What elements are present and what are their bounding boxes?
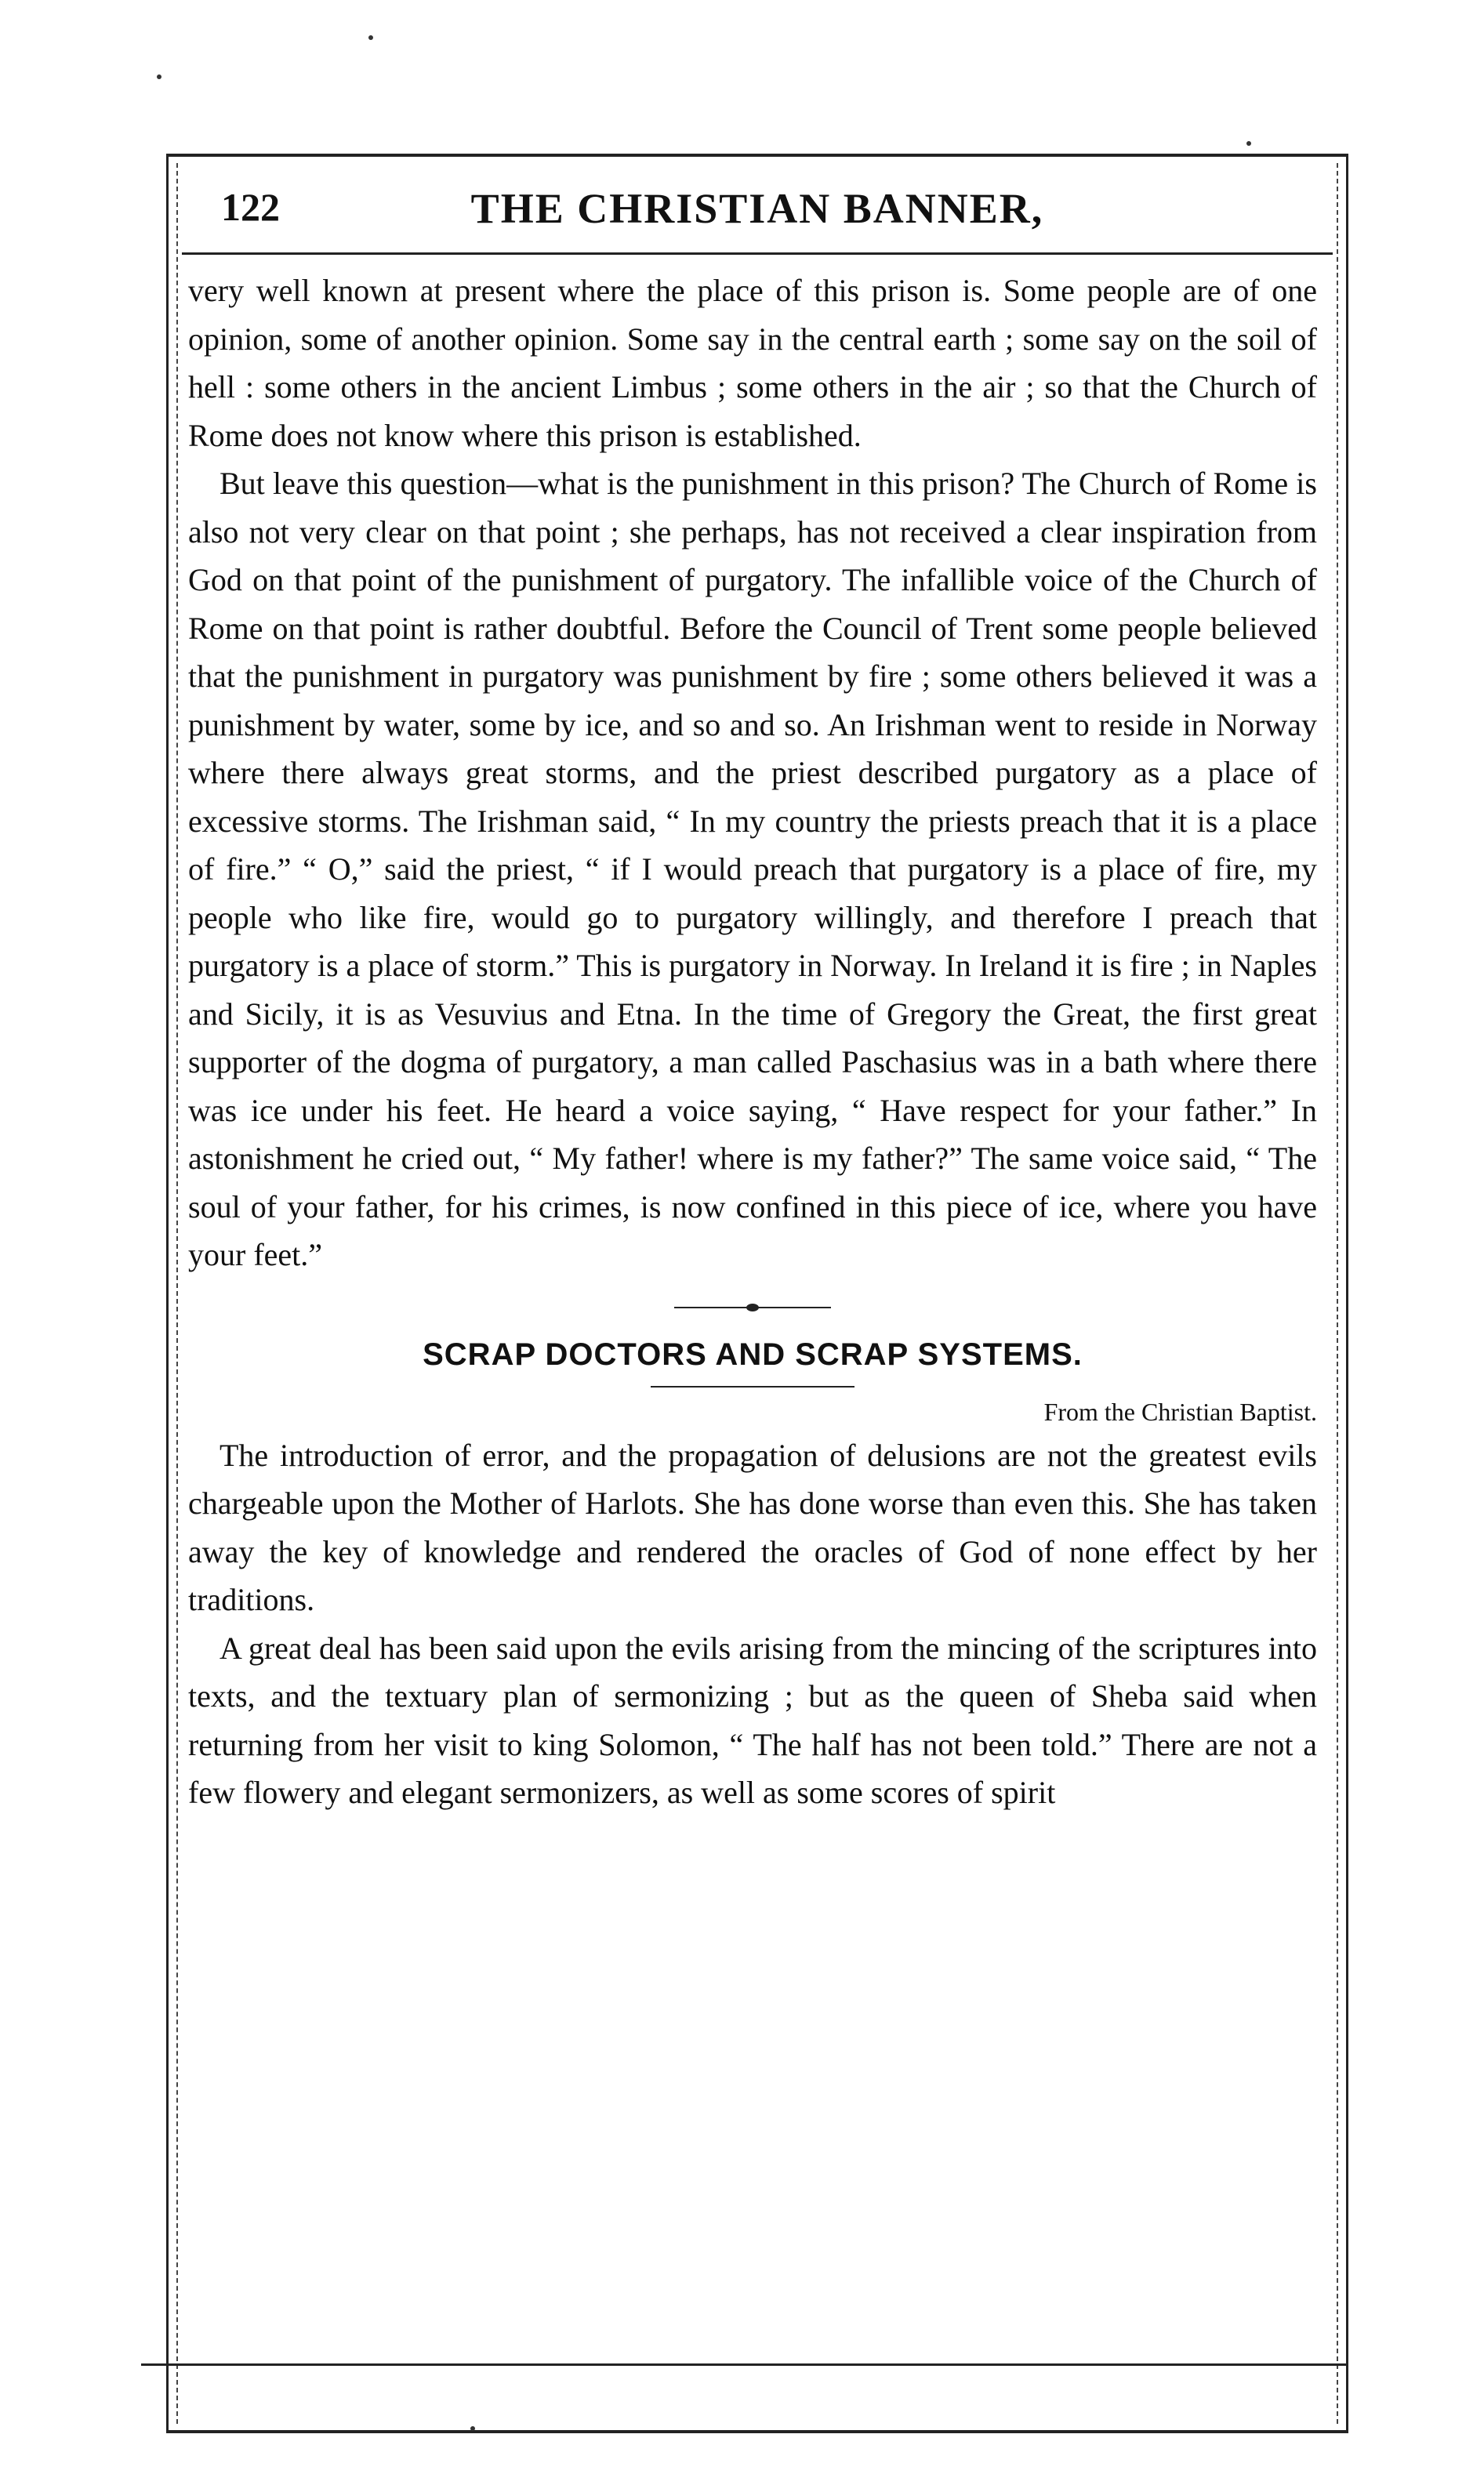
scan-speck xyxy=(1246,141,1251,146)
section-title: SCRAP DOCTORS AND SCRAP SYSTEMS. xyxy=(423,1337,1083,1372)
scan-speck xyxy=(368,35,373,40)
paragraph-purgatory-punishment: But leave this question—what is the punishment in this prison? The Church of Rome is also not very clear on that point ; she perhaps, has not received a clear inspiration from God on that point of the punishment of purgatory. The infallible voice of the Church of Rome on that point is rather doubtful. Before the Council of Trent some people believed that the punishment in purgatory was punishment by fire ; some others believed it was a punishment by water, some by ice, and so and so. An Irishman went to reside in Norway where there always great storms, and the priest described purgatory as a place of excessive storms. The Irishman said, “ In my country the priests preach that it is a place of fire.” “ O,” said the priest, “ if I would preach that purgatory is a place of fire, my people who like fire, would go to purgatory willingly, and therefore I preach that purgatory is a place of storm.” This is purgatory in Norway. In Ireland it is fire ; in Naples and Sicily, it is as Vesuvius and Etna. In the time of Gregory the Great, the first great supporter of the dogma of purgatory, a man called Paschasius was in a bath where there was ice under his feet. He heard a voice saying, “ Have respect for your father.” In astonishment he cried out, “ My father! where is my father?” The same voice said, “ The soul of your father, for his crimes, is now confined in this piece of ice, where you have your feet.” xyxy=(188,466,1317,1272)
paragraph-continued: very well known at present where the place of this prison is. Some people are of one opinion, some of another opinion. Some say in the central earth ; some say on the soil of hell : some others in the ancient Limbus ; some others in the air ; so that the Church of Rome does not know where this prison is established. xyxy=(188,273,1317,453)
title-underline xyxy=(651,1386,854,1388)
page-number: 122 xyxy=(221,185,280,229)
scan-speck xyxy=(157,74,161,79)
running-head-title: THE CHRISTIAN BANNER, xyxy=(470,185,1044,232)
scan-speck xyxy=(470,2426,475,2431)
article-text xyxy=(188,267,1317,1817)
source-attribution: From the Christian Baptist. xyxy=(1043,1397,1317,1426)
running-header xyxy=(182,176,1333,255)
footer-rule xyxy=(141,2363,1348,2366)
section-divider-ornament xyxy=(674,1303,831,1312)
paragraph-mincing-scriptures: A great deal has been said upon the evils arising from the mincing of the scriptures into texts, and the textuary plan of sermonizing ; but as the queen of Sheba said when returning from her visit to king Solomon, “ The half has not been told.” There are not a few flowery and elegant sermonizers, as well as some scores of spirit xyxy=(188,1630,1317,1810)
paragraph-introduction-of-error: The introduction of error, and the propagation of delusions are not the greatest evils chargeable upon the Mother of Harlots. She has done worse than even this. She has taken away the key of knowledge and rendered the oracles of God of none effect by her traditions. xyxy=(188,1437,1317,1617)
